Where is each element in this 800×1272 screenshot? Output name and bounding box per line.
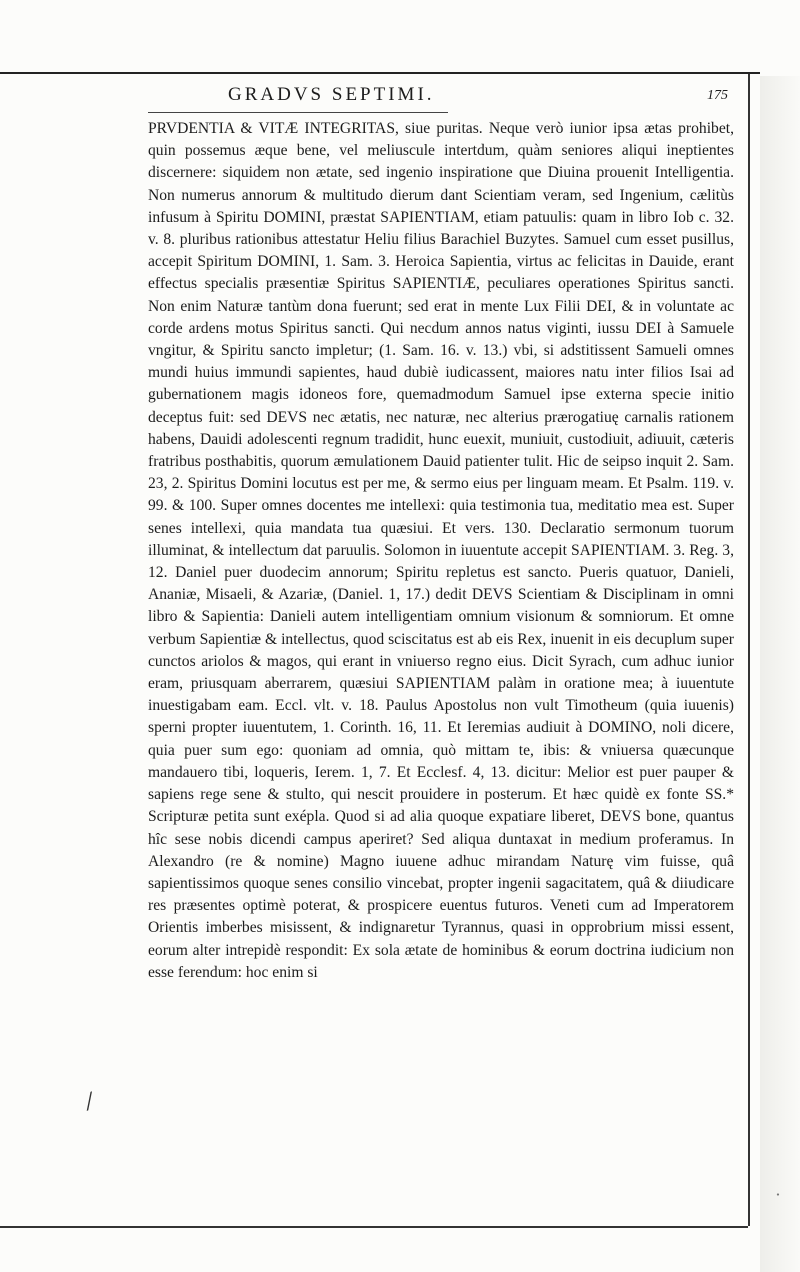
page-header [148,84,728,114]
header-rule [148,112,448,113]
body-text-block [148,118,734,1208]
top-rule [0,72,760,74]
body-paragraph: PRVDENTIA & VITÆ INTEGRITAS, siue puritas. Neque verò iunior ipsa ætas prohibet, quin possemus æque bene, vel meliuscule intertdum, quàm seniores aliqui ineptientes discernere: siquidem non ætate, sed ingenio inspiratione que Diuina prouenit Intelligentia. Non numerus annorum & multitudo dierum dant Scientiam veram, sed Ingenium, cælitùs infusum à Spiritu DOMINI, præstat SAPIENTIAM, etiam patuulis: quam in libro Iob c. 32. v. 8. pluribus rationibus attestatur Heliu filius Barachiel Buzytes. Samuel cum esset pusillus, accepit Spiritum DOMINI, 1. Sam. 3. Heroica Sapientia, virtus ac felicitas in Dauide, erant effectus specialis præsentiæ Spiritus SAPIENTIÆ, peculiares operationes Spiritus sancti. Non enim Naturæ tantùm dona fuerunt; sed erat in mente Lux Filii DEI, & in voluntate ac corde ardens motus Spiritus sancti. Qui necdum annos natus viginti, iussu DEI à Samuele vngitur, & Spiritu sancto impletur; (1. Sam. 16. v. 13.) vbi, si adstitissent Samueli omnes mundi huius immundi sapientes, haud dubiè iudicassent, maiores natu inter filios Isai ad gubernationem magis idoneos fore, quemadmodum Samuel ipse externa specie initio deceptus fuit: sed DEVS nec ætatis, nec naturæ, nec alterius prærogatiuę carnalis rationem habens, Dauidi adolescenti regnum tradidit, hunc euexit, muniuit, custodiuit, adiuuit, cæteris fratribus posthabitis, quorum æmulationem Dauid patienter tulit. Hic de seipso inquit 2. Sam. 23, 2. Spiritus Domini locutus est per me, & sermo eius per linguam meam. Et Psalm. 119. v. 99. & 100. Super omnes docentes me intellexi: quia testimonia tua, meditatio mea est. Super senes intellexi, quia mandata tua quæsiui. Et vers. 130. Declaratio sermonum tuorum illuminat, & intellectum dat paruulis. Solomon in iuuentute accepit SAPIENTIAM. 3. Reg. 3, 12. Daniel puer duodecim annorum; Spiritu repletus est sancto. Pueris quatuor, Danieli, Ananiæ, Misaeli, & Azariæ, (Daniel. 1, 17.) dedit DEVS Scientiam & Disciplinam in omni libro & Sapientia: Danieli autem intelligentiam omnium visionum & somniorum. Et omne verbum Sapientiæ & intellectus, quod sciscitatus est ab eis Rex, inuenit in eis decuplum super cunctos ariolos & magos, qui erant in vniuerso regno eius. Dicit Syrach, cum adhuc iunior eram, priusquam aberrarem, quæsiui SAPIENTIAM palàm in oratione mea; à iuuentute inuestigabam eam. Eccl. vlt. v. 18. Paulus Apostolus non vult Timotheum (quia iuuenis) sperni propter iuuentutem, 1. Corinth. 16, 11. Et Ieremias audiuit à DOMINO, noli dicere, quia puer sum ego: quoniam ad omnia, quò mittam te, ibis: & vniuersa quæcunque mandauero tibi, loqueris, Ierem. 1, 7. Et Ecclesf. 4, 13. dicitur: Melior est puer pauper & sapiens rege sene & stulto, qui nescit prouidere in posterum. Et hæc quidè ex fonte SS.* Scripturæ petita sunt exépla. Quod si ad alia quoque expatiare liberet, DEVS bone, quantus hîc sese nobis dicendi campus aperiret? Sed aliqua duntaxat in medium proferamus. In Alexandro (re & nomine) Magno iuuene adhuc mirandam Naturę vim fuisse, quâ sapientissimos quoque senes consilio vincebat, propter ingenii sagacitatem, quâ & diiudicare res præsentes optimè poterat, & prospicere euentus futuros. Veneti cum ad Imperatorem Orientis imberbes misissent, & indignaretur Tyrannus, quasi in opprobrium missi essent, eorum alter intrepidè respondit: Ex sola ætate de hominibus & eorum doctrina iudicium non esse ferendum: hoc enim si [148,120,734,981]
folio-number: 175 [707,88,728,103]
right-page-edge [748,74,750,1226]
bottom-rule [0,1226,748,1228]
running-title: GRADVS SEPTIMI. [228,84,435,105]
edge-speck: ∙ [776,1190,780,1199]
page-edge-shadow [760,76,800,1272]
margin-stroke-mark: ⁄ [83,1090,96,1115]
